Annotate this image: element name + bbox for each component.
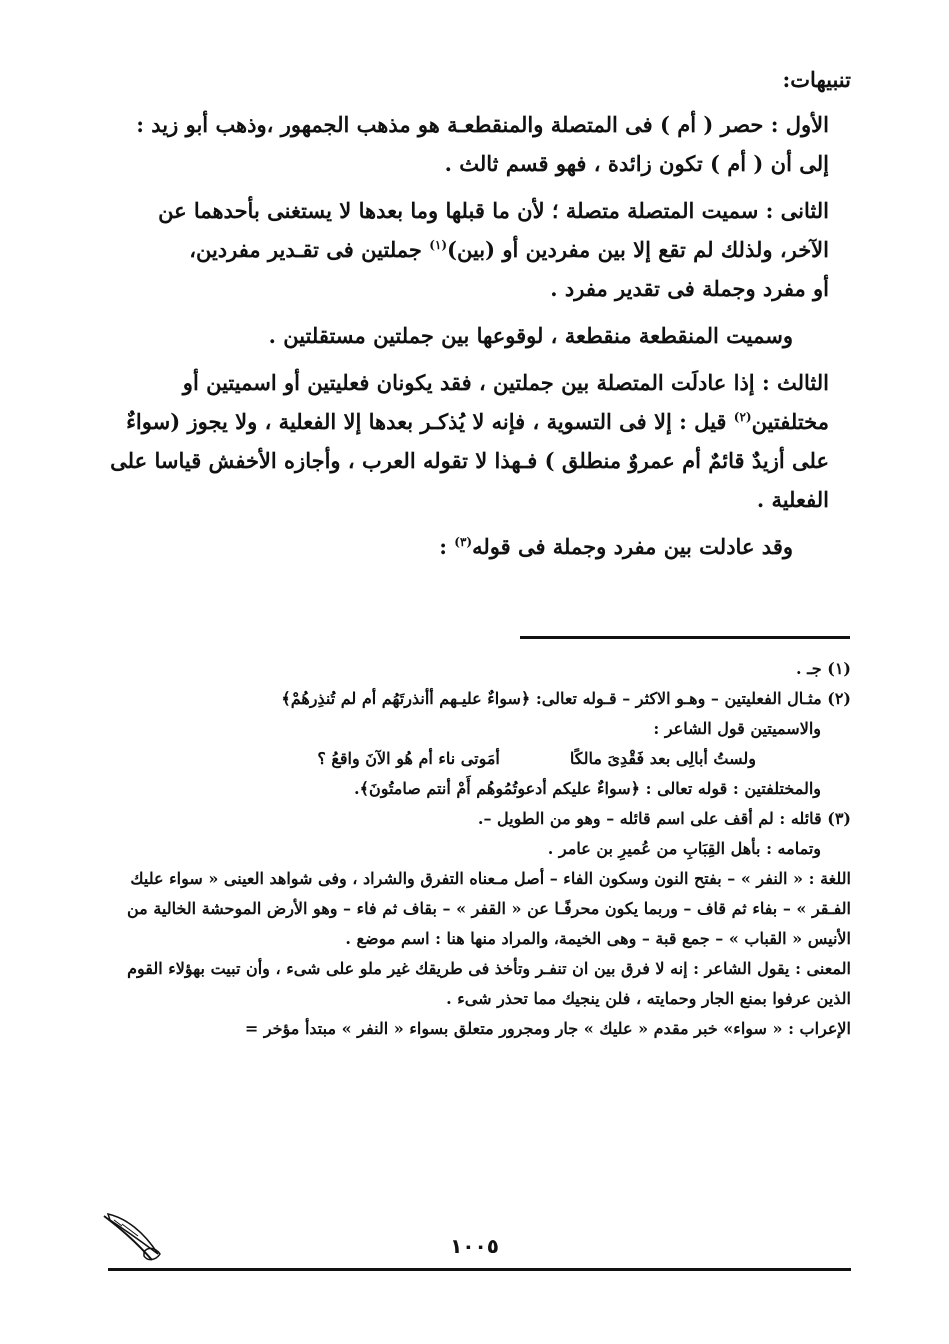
footnote-ref-2[interactable]: (٢) xyxy=(733,410,752,424)
footnote-ref-3[interactable]: (٣) xyxy=(454,535,473,549)
footnote-1: (١) جـ . xyxy=(795,659,851,678)
footnotes xyxy=(108,654,851,1044)
note-first xyxy=(108,105,851,183)
note-second-text-b: جملتين فى تقـدير مفردين، xyxy=(189,237,430,262)
note-second-continuation-text: وسميت المنقطعة منقطعة ، لوقوعها بين جملتين مستقلتين . xyxy=(268,323,793,348)
footer-rule xyxy=(108,1268,851,1271)
note-third-text-a: الثالث : إذا عادلَت المتصلة بين جملتين ، فقد يكونان فعليتين أو اسميتين أو مختلفتين xyxy=(182,370,829,434)
note-second-text-a: الثانى : سميت المتصلة متصلة ؛ لأن ما قبلها وما بعدها لا يستغنى بأحدهما عن الآخر، ولذلك لم تقع إلا بين مفردين أو (بين) xyxy=(158,198,829,262)
footnote-separator xyxy=(520,636,850,639)
note-third xyxy=(108,363,851,519)
note-first-text: الأول : حصر ( أم ) فى المتصلة والمنقطعـة هو مذهب الجمهور ،وذهب أبو زيد : إلى أن ( أم ) تكون زائدة ، فهو قسم ثالث . xyxy=(136,112,829,176)
note-third-continuation-text-b: : xyxy=(439,534,455,559)
footnote-3-parsing: الإعراب : « سواء» خبر مقدم « عليك » جار ومجرور متعلق بسواء « النفر » مبتدأ مؤخر = xyxy=(244,1019,851,1038)
note-second xyxy=(108,191,851,308)
page-number: ١٠٠٥ xyxy=(450,1234,499,1258)
footnote-2-verse xyxy=(108,744,851,774)
footnote-3-line-2: وتمامه : بأهل القِبَابِ من عُميرِ بن عامر . xyxy=(547,839,821,858)
note-second-continuation xyxy=(108,316,851,355)
note-third-text-b: قيل : إلا فى التسوية ، فإنه لا يُذكـر بعدها إلا الفعلية ، ولا يجوز (سواءٌ على أزيدٌ قائمٌ أم عمروٌ منطلق ) فـهذا لا تقوله العرب ، وأجازه الأخفش قياسا على الفعلية . xyxy=(110,409,829,512)
note-second-text-c: أو مفرد وجملة فى تقدير مفرد . xyxy=(550,276,829,301)
verse-second-hemistich: أمَوتى ناء أم هُو الآنَ واقعُ ؟ xyxy=(317,749,500,768)
verse-first-hemistich: ولستُ أبالِى بعد فَقْدِىَ مالكًا xyxy=(569,749,756,768)
footnote-ref-1[interactable]: (١) xyxy=(429,238,448,252)
footnote-3-language: اللغة : « النفر » – بفتح النون وسكون الفاء – أصل مـعناه التفرق والشراد ، وفى شواهد العينى « سواء عليك الفـقر » – بفاء ثم قاف – وربما يكون محرفًـا عن « القفر » – بقاف ثم فاء – وهو الأرض الموحشة الخالية من الأنيس « القباب » – جمع قبة – وهى الخيمة، والمراد منها هنا : اسم موضع . xyxy=(127,869,851,948)
footnote-2-line-1: (٢) مثـال الفعليتين – وهـو الاكثر – قـوله تعالى: ﴿سواءٌ عليـهم أأنذرتَهُم أم لم تُنذِرهُمْ﴾ xyxy=(281,689,851,708)
footnote-2-line-3: والمختلفتين : قوله تعالى : ﴿سواءٌ عليكم أدعوتُمُوهُم أَمْ أنتم صامتُونَ﴾. xyxy=(354,779,821,798)
note-third-continuation-text-a: وقد عادلت بين مفرد وجملة فى قوله xyxy=(472,534,793,559)
footnote-3-line-1: (٣) قائله : لم أقف على اسم قائله – وهو من الطويل –. xyxy=(477,809,851,828)
footnote-2-line-2: والاسميتين قول الشاعر : xyxy=(653,719,821,738)
section-heading: تنبيهات: xyxy=(782,67,851,92)
note-third-continuation xyxy=(108,527,851,566)
footnote-3-meaning: المعنى : يقول الشاعر : إنه لا فرق بين ان تنفـر وتأخذ فى طريقك غير ملو على شىء ، وأن تبيت بهؤلاء القوم الذين عرفوا بمنع الجار وحمايته ، فلن ينجيك مما تحذر شىء . xyxy=(127,959,851,1008)
main-text xyxy=(108,60,851,574)
